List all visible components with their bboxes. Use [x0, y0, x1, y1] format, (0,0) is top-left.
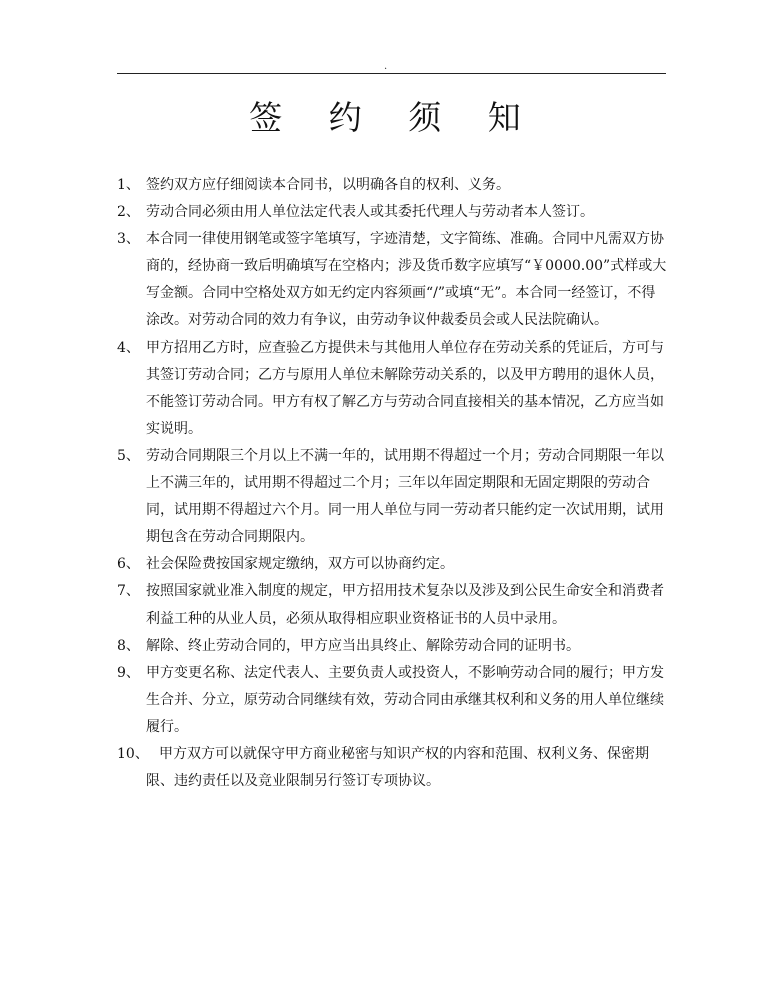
document-title: 签 约 须 知: [249, 98, 539, 137]
item-number: 9、: [117, 664, 140, 681]
item-text: 甲方变更名称、法定代表人、主要负责人或投资人，不影响劳动合同的履行；甲方发生合并、分立，原劳动合同继续有效，劳动合同由承继其权利和义务的用人单位继续履行。: [146, 664, 664, 735]
notice-item-6: [117, 551, 669, 578]
notice-list: [117, 172, 669, 795]
item-number: 1、: [117, 177, 140, 193]
notice-item-3: [117, 226, 669, 334]
item-number: 7、: [117, 583, 140, 600]
notice-item-2: [117, 199, 669, 226]
item-text: 签约双方应仔细阅读本合同书，以明确各自的权利、义务。: [146, 177, 510, 193]
item-text: 甲方双方可以就保守甲方商业秘密与知识产权的内容和范围、权利义务、保密期限、违约责任以及竞业限制另行签订专项协议。: [146, 745, 649, 790]
item-text: 本合同一律使用钢笔或签字笔填写，字迹清楚，文字简练、准确。合同中凡需双方协商的，经协商一致后明确填写在空格内；涉及货币数字应填写“￥0000.00”式样或大写金额。合同中空格处双方如无约定内容须画“/”或填“无”。本合同一经签订，不得涂改。对劳动合同的效力有争议，由劳动争议仲裁委员会或人民法院确认。: [146, 231, 667, 329]
item-number: 3、: [117, 231, 140, 248]
header-rule: [117, 73, 666, 74]
header-dot: .: [384, 61, 388, 72]
item-text: 劳动合同必须由用人单位法定代表人或其委托代理人与劳动者本人签订。: [146, 204, 594, 221]
item-text: 社会保险费按国家规定缴纳，双方可以协商约定。: [146, 556, 454, 573]
notice-item-9: [117, 660, 669, 741]
item-number: 4、: [117, 339, 140, 356]
item-text: 解除、终止劳动合同的，甲方应当出具终止、解除劳动合同的证明书。: [146, 637, 580, 654]
item-number: 6、: [117, 556, 140, 573]
item-text: 甲方招用乙方时，应查验乙方提供未与其他用人单位存在劳动关系的凭证后，方可与其签订劳动合同；乙方与原用人单位未解除劳动关系的，以及甲方聘用的退休人员，不能签订劳动合同。甲方有权了解乙方与劳动合同直接相关的基本情况，乙方应当如实说明。: [146, 339, 664, 437]
notice-item-1: [117, 172, 669, 199]
notice-item-5: [117, 443, 669, 551]
item-number: 10、: [117, 745, 149, 762]
notice-item-7: [117, 578, 669, 632]
item-text: 按照国家就业准入制度的规定，甲方招用技术复杂以及涉及到公民生命安全和消费者利益工种的从业人员，必须从取得相应职业资格证书的人员中录用。: [146, 583, 664, 627]
notice-item-10: [117, 741, 669, 795]
item-number: 8、: [117, 637, 140, 654]
notice-item-4: [117, 335, 669, 443]
notice-item-8: [117, 633, 669, 660]
item-number: 2、: [117, 204, 140, 221]
item-text: 劳动合同期限三个月以上不满一年的，试用期不得超过一个月；劳动合同期限一年以上不满三年的，试用期不得超过二个月；三年以年固定期限和无固定期限的劳动合同，试用期不得超过六个月。同一用人单位与同一劳动者只能约定一次试用期，试用期包含在劳动合同期限内。: [146, 447, 664, 546]
item-number: 5、: [117, 447, 140, 464]
